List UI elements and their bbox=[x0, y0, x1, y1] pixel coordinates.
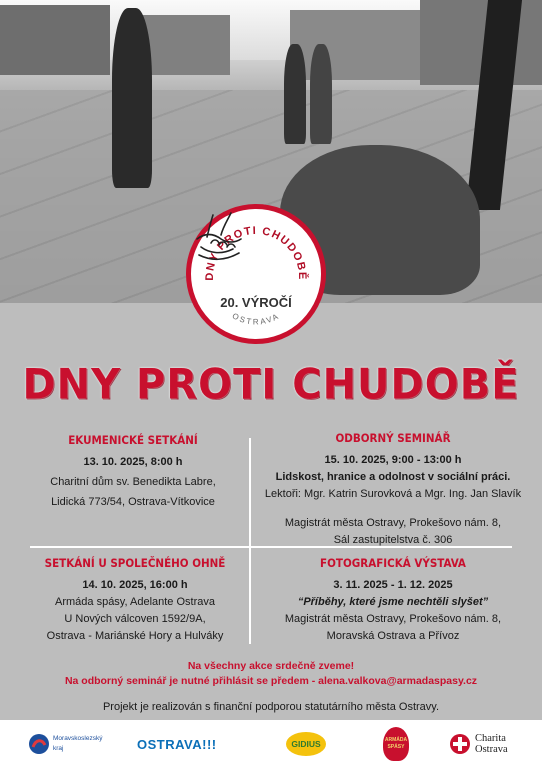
photo-building bbox=[0, 5, 110, 75]
event-title: SETKÁNÍ U SPOLEČNÉHO OHNĚ bbox=[44, 556, 226, 570]
event-title: EKUMENICKÉ SETKÁNÍ bbox=[68, 433, 198, 447]
logo-armada-spasy bbox=[383, 728, 409, 760]
anniversary-badge bbox=[186, 204, 326, 344]
registration-note: Na odborný seminář je nutné přihlásit se předem - alena.valkova@armadaspasy.cz bbox=[64, 675, 478, 687]
event-datetime: 3. 11. 2025 - 1. 12. 2025 bbox=[333, 579, 453, 591]
logo-text: Charita bbox=[475, 733, 506, 744]
event-title: FOTOGRAFICKÁ VÝSTAVA bbox=[320, 556, 466, 570]
event-datetime: 15. 10. 2025, 9:00 - 13:00 h bbox=[324, 454, 462, 466]
photo-person bbox=[284, 44, 306, 144]
invitation-line: Na všechny akce srdečně zveme! bbox=[187, 660, 355, 672]
event-fire bbox=[20, 555, 250, 645]
event-ecumenical bbox=[28, 432, 238, 511]
funding-note: Projekt je realizován s finanční podporou statutárního města Ostravy. bbox=[102, 701, 440, 713]
photo-person bbox=[310, 44, 332, 144]
page-title: DNY PROTI CHUDOBĚ bbox=[22, 360, 520, 410]
logo-ostrava: OSTRAVA!!! bbox=[137, 736, 217, 752]
event-datetime: 13. 10. 2025, 8:00 h bbox=[83, 456, 183, 468]
handshake-icon bbox=[191, 209, 247, 267]
photo-walking-woman bbox=[112, 8, 152, 188]
logo-text: ARMÁDA bbox=[384, 737, 408, 743]
logo-text: GIDIUS bbox=[291, 739, 321, 749]
event-seminar bbox=[252, 430, 534, 549]
logo-text: kraj bbox=[53, 745, 64, 752]
event-place: Charitní dům sv. Benedikta Labre, bbox=[50, 476, 216, 488]
svg-text:OSTRAVA bbox=[231, 311, 282, 326]
charita-cross-icon bbox=[449, 733, 471, 755]
photo-building bbox=[290, 10, 420, 80]
photo-building bbox=[140, 15, 230, 75]
event-lecturers: Lektoři: Mgr. Katrin Surovková a Mgr. Ing. Jan Slavík bbox=[264, 488, 522, 500]
invitation bbox=[0, 659, 542, 689]
event-topic: Lidskost, hranice a odolnost v sociální práci. bbox=[275, 471, 511, 483]
event-address: U Nových válcoven 1592/9A, bbox=[64, 613, 206, 625]
badge-arc-title: DNY PROTI CHUDOBĚ bbox=[203, 224, 309, 281]
event-district: Moravská Ostrava a Přívoz bbox=[326, 630, 460, 642]
logo-gidius bbox=[286, 728, 326, 760]
event-place: Magistrát města Ostravy, Prokešovo nám. 8, bbox=[284, 613, 502, 625]
region-icon bbox=[28, 733, 50, 755]
logo-moravskoslezsky-kraj bbox=[28, 728, 102, 760]
event-district: Ostrava - Mariánské Hory a Hulváky bbox=[46, 630, 224, 642]
event-address: Lidická 773/54, Ostrava-Vítkovice bbox=[51, 496, 215, 508]
badge-anniversary: 20. VÝROČÍ bbox=[220, 295, 292, 310]
event-photo bbox=[252, 555, 534, 645]
logo-charita-ostrava bbox=[449, 728, 508, 760]
event-room: Sál zastupitelstva č. 306 bbox=[333, 534, 453, 546]
sponsor-footer bbox=[0, 720, 542, 768]
badge-city: OSTRAVA bbox=[230, 311, 282, 327]
event-datetime: 14. 10. 2025, 16:00 h bbox=[82, 579, 188, 591]
logo-text: SPÁSY bbox=[387, 744, 405, 750]
event-title: ODBORNÝ SEMINÁŘ bbox=[335, 431, 451, 445]
logo-text: Moravskoslezský bbox=[53, 735, 103, 742]
event-quote: “Příběhy, které jsme nechtěli slyšet” bbox=[297, 596, 489, 608]
event-place: Magistrát města Ostravy, Prokešovo nám. 8, bbox=[284, 517, 502, 529]
event-place: Armáda spásy, Adelante Ostrava bbox=[55, 596, 215, 608]
logo-text: Ostrava bbox=[475, 744, 508, 755]
